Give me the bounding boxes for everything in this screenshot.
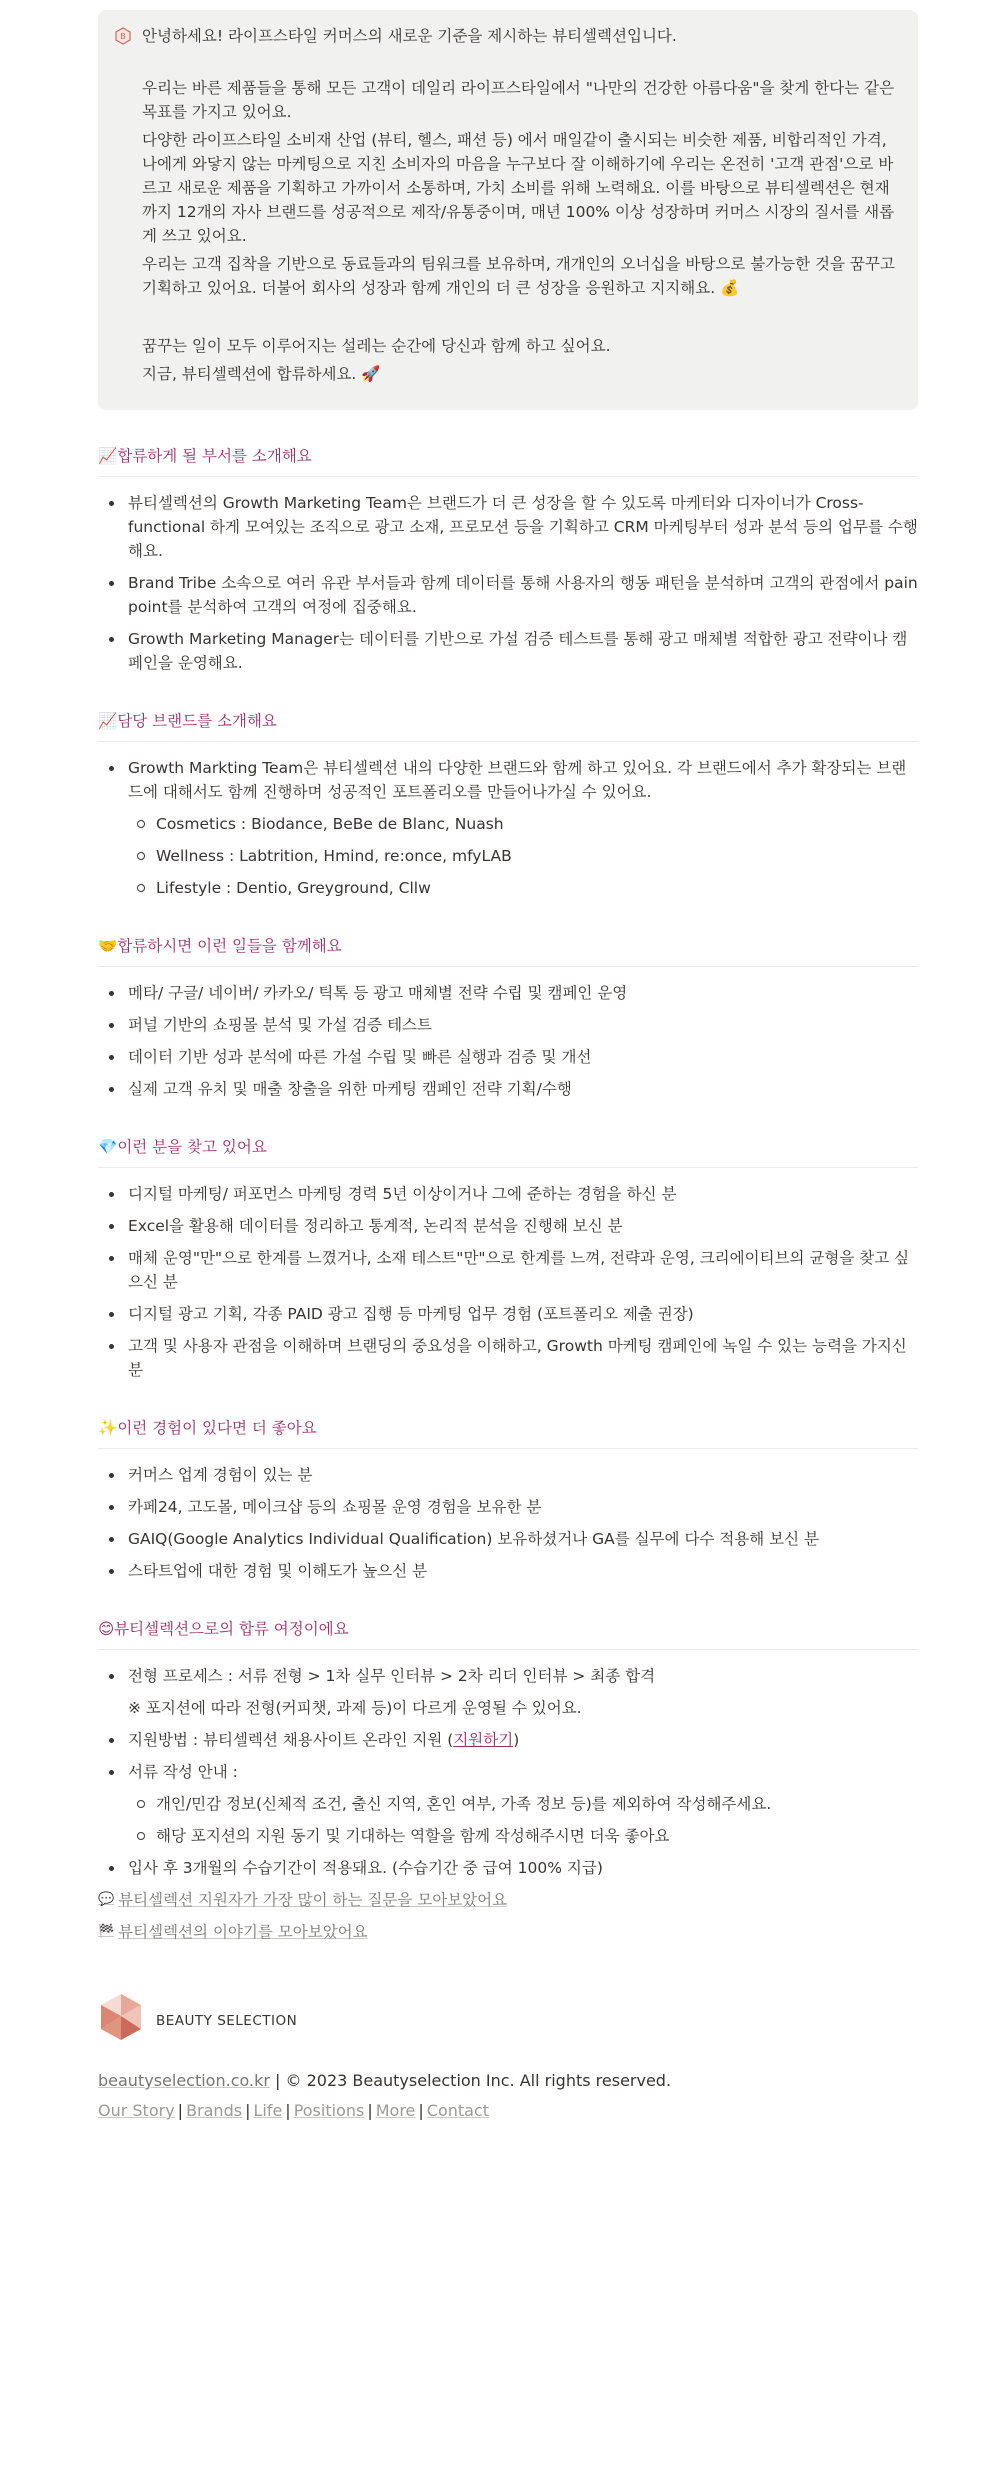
sub-list-item: Lifestyle : Dentio, Greyground, Cllw bbox=[156, 876, 918, 900]
list-item: 스타트업에 대한 경험 및 이해도가 높으신 분 bbox=[128, 1559, 918, 1583]
section-heading-brands: 📈 담당 브랜드를 소개해요 bbox=[98, 709, 918, 742]
list-item: 퍼널 기반의 쇼핑몰 분석 및 가설 검증 테스트 bbox=[128, 1013, 918, 1037]
nav-contact[interactable]: Contact bbox=[426, 2101, 490, 2120]
callout-closing: 지금, 뷰티셀렉션에 합류하세요. 🚀 bbox=[142, 365, 381, 383]
list-item: 메타/ 구글/ 네이버/ 카카오/ 틱톡 등 광고 매체별 전략 수립 및 캠페인 운영 bbox=[128, 981, 918, 1005]
list-item: 디지털 광고 기획, 각종 PAID 광고 집행 등 마케팅 업무 경험 (포트폴리오 제출 권장) bbox=[128, 1302, 918, 1326]
footer-nav: Our Story | Brands | Life | Positions | More | Contact bbox=[98, 2101, 490, 2120]
callout-paragraph: 다양한 라이프스타일 소비재 산업 (뷰티, 헬스, 패션 등) 에서 매일같이 출시되는 비슷한 제품, 비합리적인 가격, 나에게 와닿지 않는 마케팅으로 지친 소비자의 마음을 누구보다 잘 이해하기에 우리는 온전히 '고객 관점'으로 바르고 새로운 제품을 기획하고 가까이서 소통하며, 가치 소비를 위해 노력해요. 이를 바탕으로 뷰티셀렉션은 현재까지 12개의 자사 브랜드를 성공적으로 제작/유통중이며, 매년 100% 이상 성장하며 커머스 시장의 질서를 새롭게 쓰고 있어요. bbox=[142, 131, 895, 245]
list-item: 전형 프로세스 : 서류 전형 > 1차 실무 인터뷰 > 2차 리더 인터뷰 > 최종 합격 bbox=[128, 1664, 918, 1688]
callout-paragraph: 우리는 고객 집착을 기반으로 동료들과의 팀워크를 보유하며, 개개인의 오너십을 바탕으로 불가능한 것을 꿈꾸고 기획하고 있어요. 더불어 회사의 성장과 함께 개인의 더 큰 성장을 응원하고 지지해요. 💰 bbox=[142, 255, 895, 297]
brands-list bbox=[98, 756, 918, 900]
site-link[interactable]: beautyselection.co.kr bbox=[98, 2071, 270, 2090]
callout-paragraph: 우리는 바른 제품들을 통해 모든 고객이 데일리 라이프스타일에서 "나만의 건강한 아름다움"을 찾게 한다는 같은 목표를 가지고 있어요. bbox=[142, 79, 895, 121]
list-item: Growth Markting Team은 뷰티셀렉션 내의 다양한 브랜드와 함께 하고 있어요. 각 브랜드에서 추가 확장되는 브랜드에 대해서도 함께 진행하며 성공적인 포트폴리오를 만들어나가실 수 있어요. Cosmetics : Biodance, BeBe de Blanc, Nuash Wellness : Labtrition, Hmind, re:once, mfyLAB Lifestyle : Dentio, Greyground, Cllw bbox=[128, 756, 918, 900]
section-heading-process: 😊 뷰티셀렉션으로의 합류 여정이에요 bbox=[98, 1617, 918, 1650]
doc-sub-list bbox=[128, 1792, 918, 1848]
job-posting-page bbox=[98, 10, 918, 2123]
sub-list-item: Wellness : Labtrition, Hmind, re:once, mfyLAB bbox=[156, 844, 918, 868]
copyright-text: © 2023 Beautyselection Inc. All rights reserved. bbox=[285, 2071, 672, 2090]
section-heading-work: 🤝 합류하시면 이런 일들을 함께해요 bbox=[98, 934, 918, 967]
list-item: 데이터 기반 성과 분석에 따른 가설 수립 및 빠른 실행과 검증 및 개선 bbox=[128, 1045, 918, 1069]
chart-emoji-icon: 📈 bbox=[98, 712, 118, 730]
footer-logo bbox=[98, 1992, 918, 2049]
speech-bubble-icon: 💬 bbox=[98, 1892, 115, 1907]
section-heading-plus: ✨ 이런 경험이 있다면 더 좋아요 bbox=[98, 1416, 918, 1449]
list-item: GAIQ(Google Analytics Individual Qualification) 보유하셨거나 GA를 실무에 다수 적용해 보신 분 bbox=[128, 1527, 918, 1551]
list-item: 디지털 마케팅/ 퍼포먼스 마케팅 경력 5년 이상이거나 그에 준하는 경험을 하신 분 bbox=[128, 1182, 918, 1206]
section-heading-team: 📈 합류하게 될 부서를 소개해요 bbox=[98, 444, 918, 477]
sparkles-emoji-icon: ✨ bbox=[98, 1419, 118, 1437]
looking-list bbox=[98, 1182, 918, 1382]
svg-text:B: B bbox=[120, 32, 126, 41]
sub-list-item: Cosmetics : Biodance, BeBe de Blanc, Nuash bbox=[156, 812, 918, 836]
list-item: 실제 고객 유치 및 매출 창출을 위한 마케팅 캠페인 전략 기획/수행 bbox=[128, 1077, 918, 1101]
intro-callout bbox=[98, 10, 918, 410]
list-item: 커머스 업계 경험이 있는 분 bbox=[128, 1463, 918, 1487]
callout-header bbox=[112, 24, 900, 48]
nav-brands[interactable]: Brands bbox=[186, 2101, 243, 2120]
process-note: ※ 포지션에 따라 전형(커피챗, 과제 등)이 다르게 운영될 수 있어요. bbox=[128, 1699, 582, 1717]
company-logo-icon bbox=[112, 25, 134, 47]
logo-text: BEAUTY SELECTION bbox=[156, 2012, 298, 2029]
list-item: Growth Marketing Manager는 데이터를 기반으로 가설 검증 테스트를 통해 광고 매체별 적합한 광고 전략이나 캠페인을 운영해요. bbox=[128, 627, 918, 675]
copyright-line: beautyselection.co.kr | © 2023 Beautyselection Inc. All rights reserved. bbox=[98, 2071, 672, 2090]
list-item: 서류 작성 안내 : 개인/민감 정보(신체적 조건, 출신 지역, 혼인 여부, 가족 정보 등)를 제외하여 작성해주세요. 해당 포지션의 지원 동기 및 기대하는 역할을 함께 작성해주시면 더욱 좋아요 bbox=[128, 1760, 918, 1848]
process-list bbox=[98, 1664, 918, 1688]
flag-icon: 🏁 bbox=[98, 1924, 115, 1939]
chart-emoji-icon: 📈 bbox=[98, 447, 118, 465]
handshake-emoji-icon: 🤝 bbox=[98, 937, 118, 955]
sub-list-item: 개인/민감 정보(신체적 조건, 출신 지역, 혼인 여부, 가족 정보 등)를 제외하여 작성해주세요. bbox=[156, 1792, 918, 1816]
footer bbox=[98, 1992, 918, 2123]
nav-positions[interactable]: Positions bbox=[293, 2101, 365, 2120]
apply-link[interactable]: 지원하기 bbox=[453, 1731, 514, 1749]
sub-list-item: 해당 포지션의 지원 동기 및 기대하는 역할을 함께 작성해주시면 더욱 좋아요 bbox=[156, 1824, 918, 1848]
process-list-2 bbox=[98, 1728, 918, 1880]
list-item: 뷰티셀렉션의 Growth Marketing Team은 브랜드가 더 큰 성장을 할 수 있도록 마케터와 디자이너가 Cross-functional 하게 모여있는 조직으로 광고 소재, 프로모션 등을 기획하고 CRM 마케팅부터 성과 분석 등의 업무를 수행해요. bbox=[128, 491, 918, 563]
nav-our-story[interactable]: Our Story bbox=[98, 2101, 175, 2120]
list-item: Brand Tribe 소속으로 여러 유관 부서들과 함께 데이터를 통해 사용자의 행동 패턴을 분석하며 고객의 관점에서 pain point를 분석하여 고객의 여정에 집중해요. bbox=[128, 571, 918, 619]
callout-closing: 꿈꾸는 일이 모두 이루어지는 설레는 순간에 당신과 함께 하고 싶어요. bbox=[142, 337, 611, 355]
list-item: 카페24, 고도몰, 메이크샵 등의 쇼핑몰 운영 경험을 보유한 분 bbox=[128, 1495, 918, 1519]
list-item: 입사 후 3개월의 수습기간이 적용돼요. (수습기간 중 급여 100% 지급) bbox=[128, 1856, 918, 1880]
gem-emoji-icon: 💎 bbox=[98, 1138, 118, 1156]
nav-more[interactable]: More bbox=[375, 2101, 416, 2120]
section-heading-looking: 💎 이런 분을 찾고 있어요 bbox=[98, 1135, 918, 1168]
work-list bbox=[98, 981, 918, 1101]
story-link[interactable]: 🏁 뷰티셀렉션의 이야기를 모아보았어요 bbox=[98, 1920, 918, 1944]
brand-sub-list bbox=[128, 812, 918, 900]
nav-life[interactable]: Life bbox=[253, 2101, 283, 2120]
callout-body bbox=[112, 76, 900, 386]
smile-emoji-icon: 😊 bbox=[98, 1620, 115, 1638]
faq-link[interactable]: 💬 뷰티셀렉션 지원자가 가장 많이 하는 질문을 모아보았어요 bbox=[98, 1888, 918, 1912]
list-item: Excel을 활용해 데이터를 정리하고 통계적, 논리적 분석을 진행해 보신 분 bbox=[128, 1214, 918, 1238]
list-item: 매체 운영"만"으로 한계를 느꼈거나, 소재 테스트"만"으로 한계를 느껴, 전략과 운영, 크리에이티브의 균형을 찾고 싶으신 분 bbox=[128, 1246, 918, 1294]
team-list bbox=[98, 491, 918, 675]
plus-list bbox=[98, 1463, 918, 1583]
callout-title: 안녕하세요! 라이프스타일 커머스의 새로운 기준을 제시하는 뷰티셀렉션입니다. bbox=[142, 27, 677, 45]
beauty-selection-logo-icon bbox=[98, 1992, 144, 2049]
list-item: 고객 및 사용자 관점을 이해하며 브랜딩의 중요성을 이해하고, Growth 마케팅 캠페인에 녹일 수 있는 능력을 가지신 분 bbox=[128, 1334, 918, 1382]
list-item: 지원방법 : 뷰티셀렉션 채용사이트 온라인 지원 (지원하기) bbox=[128, 1728, 918, 1752]
